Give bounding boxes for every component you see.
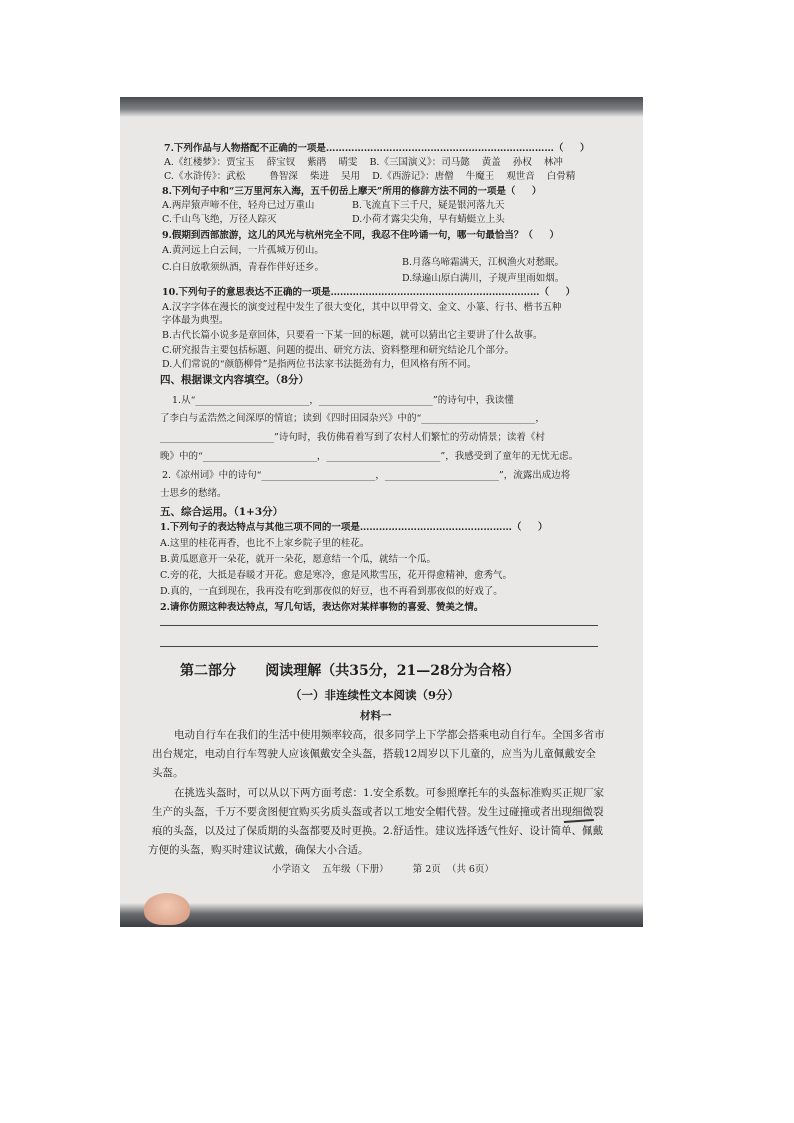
q10-option-a: A.汉字字体在漫长的演变过程中发生了很大变化，其中以甲骨文、金文、小篆、行书、楷书五种	[162, 302, 562, 313]
section-4-heading: 四、根据课文内容填空。（8分）	[160, 374, 310, 386]
question-7: 7.下列作品与人物搭配不正确的一项是………………………………………………………………（ ）	[164, 143, 590, 154]
comp-question-2: 2.请你仿照这种表达特点，写几句话，表达你对某样事物的喜爱、赞美之情。	[160, 602, 484, 613]
q8-option-a: A.两岸猿声啼不住，轻舟已过万重山	[162, 200, 315, 211]
q8-option-d: D.小荷才露尖尖角，早有蜻蜓立上头	[352, 214, 505, 225]
comp-option-c: C.旁的花，大抵是春暖才开花。愈是寒冷，愈是风欺雪压，花开得愈精神，愈秀气。	[160, 570, 512, 581]
section-5-heading: 五、综合运用。（1+3分）	[160, 506, 284, 518]
para2-line2: 生产的头盔，千万不要贪图便宜购买劣质头盔或者以工地安全帽代替。发生过碰撞或者出现细微裂	[152, 806, 604, 818]
question-9: 9.假期到西部旅游，这儿的风光与杭州完全不同，我忍不住吟诵一句，哪一句最恰当？（ ）	[162, 230, 559, 241]
q10-option-b: B.古代长篇小说多是章回体，只要看一下某一回的标题，就可以猜出它主要讲了什么故事。	[162, 330, 543, 341]
q10-option-d: D.人们常说的“颜筋柳骨”是指两位书法家书法挺劲有力，但风格有所不同。	[162, 359, 477, 370]
comp-option-a: A.这里的桂花再香，也比不上家乡院子里的桂花。	[160, 538, 370, 549]
q9-option-b: B.月落乌啼霜满天，江枫渔火对愁眠。	[402, 257, 565, 268]
fill-2-line1: 2.《凉州词》中的诗句“________________________，________________________”，流露出成边将	[162, 470, 571, 481]
question-8: 8.下列句子中和“三万里河东入海，五千仞岳上摩天”所用的修辞方法不同的一项是（ ）	[162, 186, 542, 197]
comp-option-d: D.真的，一直到现在，我再没有吃到那夜似的好豆，也不再看到那夜似的好戏了。	[160, 586, 503, 597]
answer-line-1	[160, 625, 598, 626]
photo-shadow-top	[120, 97, 643, 117]
q9-option-a: A.黄河远上白云间，一片孤城万仞山。	[162, 245, 324, 256]
para2-line3: 痕的头盔，以及过了保质期的头盔都要及时更换。2.舒适性。建议选择透气性好、设计简单、佩戴	[152, 825, 604, 837]
q8-option-c: C.千山鸟飞绝，万径人踪灭	[162, 214, 277, 225]
q8-option-b: B.飞流直下三千尺，疑是银河落九天	[352, 200, 505, 211]
material-label: 材料一	[360, 710, 392, 722]
answer-line-2	[160, 646, 598, 647]
para1-line2: 出台规定，电动自行车驾驶人应该佩戴安全头盔，搭载12周岁以下儿童的，应当为儿童佩戴安全	[152, 748, 596, 760]
fill-1-line4: 晚》中的“________________________，________________________”，我感受到了童年的无忧无虑。	[160, 451, 579, 462]
para1-line1: 电动自行车在我们的生活中使用频率较高，很多同学上下学都会搭乘电动自行车。全国多省市	[174, 729, 605, 741]
q9-option-d: D.绿遍山原白满川，子规声里雨如烟。	[402, 273, 565, 284]
fill-1-line2: 了李白与孟浩然之间深厚的情谊；读到《四时田园杂兴》中的“________________________，	[160, 413, 545, 424]
fill-2-line2: 士思乡的愁绪。	[160, 488, 227, 499]
para1-line3: 头盔。	[152, 767, 184, 779]
photographed-page	[120, 97, 643, 927]
photo-shadow-bottom	[120, 903, 643, 927]
part2-title: 第二部分 阅读理解（共35分，21—28分为合格）	[180, 663, 520, 679]
part2-subtitle: （一）非连续性文本阅读（9分）	[290, 688, 459, 702]
exam-paper	[132, 117, 636, 897]
para2-line4: 方便的头盔，购买时建议试戴，确保大小合适。	[148, 844, 369, 856]
q7-option-cd: C.《水浒传》：武松 鲁智深 柴进 吴用 D.《西游记》：唐僧 牛魔王 观世音 白骨精	[164, 171, 576, 182]
question-10: 10.下列句子的意思表达不正确的一项是…………………………………………………………（ ）	[162, 287, 576, 298]
q9-option-c: C.白日放歌须纵酒，青春作伴好还乡。	[162, 262, 324, 273]
q10-option-c: C.研究报告主要包括标题、问题的提出、研究方法、资料整理和研究结论几个部分。	[162, 345, 514, 356]
para2-line1: 在挑选头盔时，可以从以下两方面考虑：1.安全系数。可参照摩托车的头盔标准购买正规厂家	[174, 787, 605, 799]
page-footer: 小学语文 五年级（下册） 第 2页 （共 6页）	[272, 864, 494, 875]
finger-tip	[144, 893, 190, 925]
fill-1-line1: 1.从“________________________，________________________”的诗句中，我读懂	[172, 395, 514, 406]
q7-option-ab: A.《红楼梦》：贾宝玉 薛宝钗 紫鹃 晴雯 B.《三国演义》：司马懿 黄盖 孙权 林冲	[164, 157, 563, 168]
q10-option-a-cont: 字体最为典型。	[162, 315, 229, 326]
comp-option-b: B.黄瓜愿意开一朵花，就开一朵花，愿意结一个瓜，就结一个瓜。	[160, 554, 437, 565]
comp-question-1: 1.下列句子的表达特点与其他三项不同的一项是…………………………………………（ ）	[160, 522, 548, 533]
fill-1-line3: ________________________”诗句时，我仿佛看着写到了农村人们繁忙的劳动情景；读着《村	[160, 432, 545, 443]
